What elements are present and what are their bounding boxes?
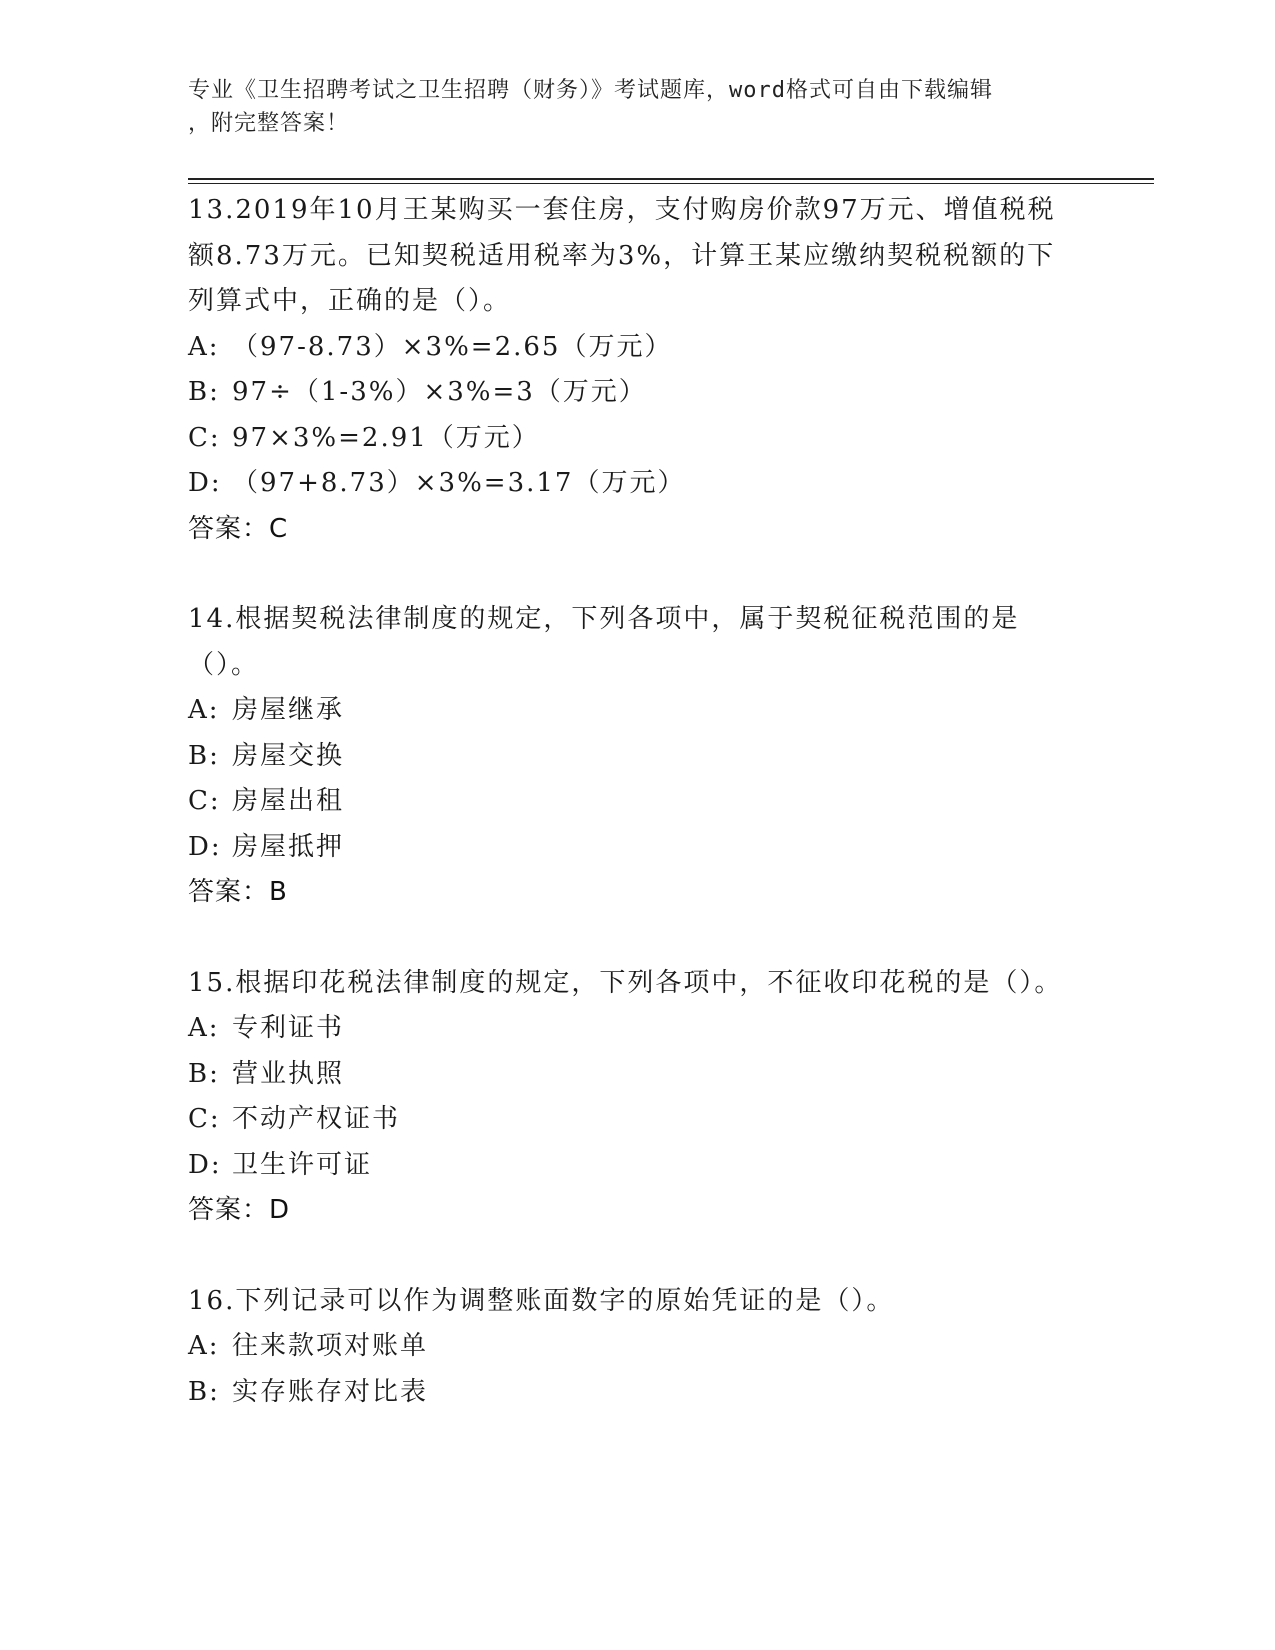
option-d — [188, 825, 1088, 871]
option-text: 房屋继承 — [232, 695, 345, 725]
option-letter: B: — [188, 1376, 220, 1407]
option-b — [188, 370, 1088, 416]
question-text: 14.根据契税法律制度的规定，下列各项中，属于契税征税范围的是（）。 — [188, 604, 1020, 680]
answer-line: 答案：D — [188, 1195, 291, 1225]
option-c — [188, 1097, 1088, 1143]
option-a — [188, 1006, 1088, 1052]
question-13 — [188, 188, 1088, 552]
document-header — [188, 74, 1068, 140]
option-text: 营业执照 — [232, 1058, 345, 1089]
option-text: 97÷（1-3%）×3%=3（万元） — [232, 377, 647, 407]
option-text: （97+8.73）×3%=3.17（万元） — [232, 468, 686, 498]
option-letter: A: — [188, 331, 220, 362]
question-text: 16.下列记录可以作为调整账面数字的原始凭证的是（）。 — [188, 1285, 895, 1316]
header-divider-thin — [188, 183, 1154, 184]
option-letter: D: — [188, 1149, 222, 1180]
option-letter: A: — [188, 695, 220, 725]
option-a — [188, 1324, 1088, 1370]
option-letter: A: — [188, 1013, 220, 1043]
option-letter: C: — [188, 1104, 221, 1134]
option-text: 专利证书 — [232, 1013, 345, 1043]
spacer — [188, 552, 1088, 597]
spacer — [188, 1234, 1088, 1279]
option-b — [188, 734, 1088, 780]
question-15 — [188, 961, 1088, 1234]
option-text: 卫生许可证 — [232, 1149, 373, 1180]
option-a — [188, 688, 1088, 734]
option-text: 房屋出租 — [232, 786, 345, 816]
option-text: 房屋抵押 — [232, 831, 345, 862]
option-letter: B: — [188, 1058, 220, 1089]
header-line-1: 专业《卫生招聘考试之卫生招聘（财务）》考试题库，word格式可自由下载编辑 — [188, 78, 993, 103]
option-text: （97-8.73）×3%=2.65（万元） — [232, 331, 673, 362]
option-text: 97×3%=2.91（万元） — [232, 422, 540, 453]
header-divider-thick — [188, 178, 1154, 180]
option-letter: D: — [188, 831, 222, 862]
option-b — [188, 1052, 1088, 1098]
option-text: 往来款项对账单 — [232, 1331, 429, 1361]
option-letter: C: — [188, 786, 221, 816]
answer-line: 答案：B — [188, 877, 288, 907]
header-line-2: ，附完整答案！ — [188, 111, 350, 136]
answer-line: 答案：C — [188, 513, 289, 544]
option-d — [188, 461, 1088, 507]
option-c — [188, 416, 1088, 462]
option-letter: D: — [188, 468, 222, 498]
option-letter: C: — [188, 422, 221, 453]
question-list — [188, 188, 1088, 1415]
option-letter: B: — [188, 377, 220, 407]
option-letter: A: — [188, 1331, 220, 1361]
option-c — [188, 779, 1088, 825]
option-text: 不动产权证书 — [232, 1104, 401, 1134]
question-text: 13.2019年10月王某购买一套住房，支付购房价款97万元、增值税税额8.73万元。已知契税适用税率为3%，计算王某应缴纳契税税额的下列算式中，正确的是（）。 — [188, 195, 1056, 316]
option-text: 房屋交换 — [232, 740, 345, 771]
option-b — [188, 1370, 1088, 1416]
question-text: 15.根据印花税法律制度的规定，下列各项中，不征收印花税的是（）。 — [188, 967, 1063, 998]
question-14 — [188, 597, 1088, 916]
option-d — [188, 1143, 1088, 1189]
option-text: 实存账存对比表 — [232, 1376, 429, 1407]
option-letter: B: — [188, 740, 220, 771]
question-16 — [188, 1279, 1088, 1416]
spacer — [188, 916, 1088, 961]
option-a — [188, 325, 1088, 371]
